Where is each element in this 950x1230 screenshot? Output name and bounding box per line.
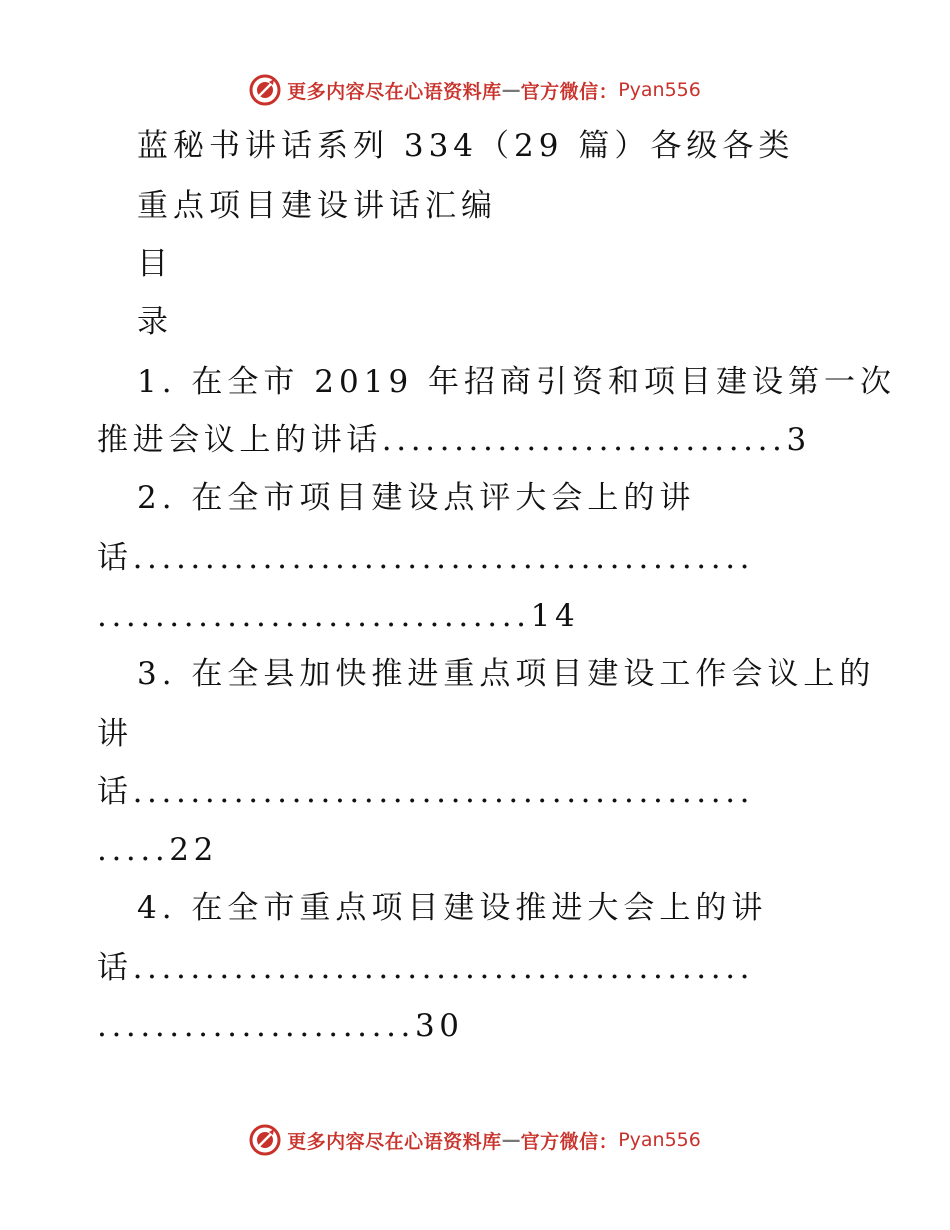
watermark-text: 更多内容尽在心语资料库 <box>287 1130 502 1153</box>
document-title-line-1: 蓝秘书讲话系列 334（29 篇）各级各类 <box>137 128 795 164</box>
seal-logo-icon <box>249 74 281 106</box>
toc-item-1-line-2: 推进会议上的讲话............................3 <box>97 422 811 458</box>
watermark-id: Pyan556 <box>618 79 701 101</box>
toc-item-4-line-1: 4. 在全市重点项目建设推进大会上的讲 <box>137 890 768 926</box>
toc-item-3-line-2: 讲 <box>97 716 133 752</box>
watermark-separator: — <box>501 79 521 101</box>
watermark-banner-bottom <box>0 1120 950 1160</box>
watermark-text: 更多内容尽在心语资料库 <box>287 80 502 103</box>
toc-item-3-line-4: .....22 <box>97 832 218 868</box>
seal-logo-icon <box>249 1124 281 1156</box>
watermark-id: Pyan556 <box>618 1129 701 1151</box>
toc-item-2-line-1: 2. 在全市项目建设点评大会上的讲 <box>137 480 696 516</box>
watermark-label: 官方微信： <box>520 1130 619 1153</box>
toc-item-3-line-1: 3. 在全县加快推进重点项目建设工作会议上的 <box>137 656 876 692</box>
toc-item-4-line-3: ......................30 <box>97 1008 464 1044</box>
watermark-label: 官方微信： <box>520 80 619 103</box>
toc-heading-1: 目 <box>137 246 173 282</box>
toc-item-4-line-2: 话........................................... <box>97 950 755 986</box>
watermark-separator: — <box>501 1129 521 1151</box>
toc-item-3-line-3: 话........................................... <box>97 774 755 810</box>
toc-item-2-line-3: ..............................14 <box>97 598 580 634</box>
toc-item-1-line-1: 1. 在全市 2019 年招商引资和项目建设第一次 <box>137 364 897 400</box>
toc-heading-2: 录 <box>137 304 173 340</box>
toc-item-2-line-2: 话........................................... <box>97 540 755 576</box>
document-title-line-2: 重点项目建设讲话汇编 <box>137 188 497 224</box>
watermark-banner-top <box>0 70 950 110</box>
